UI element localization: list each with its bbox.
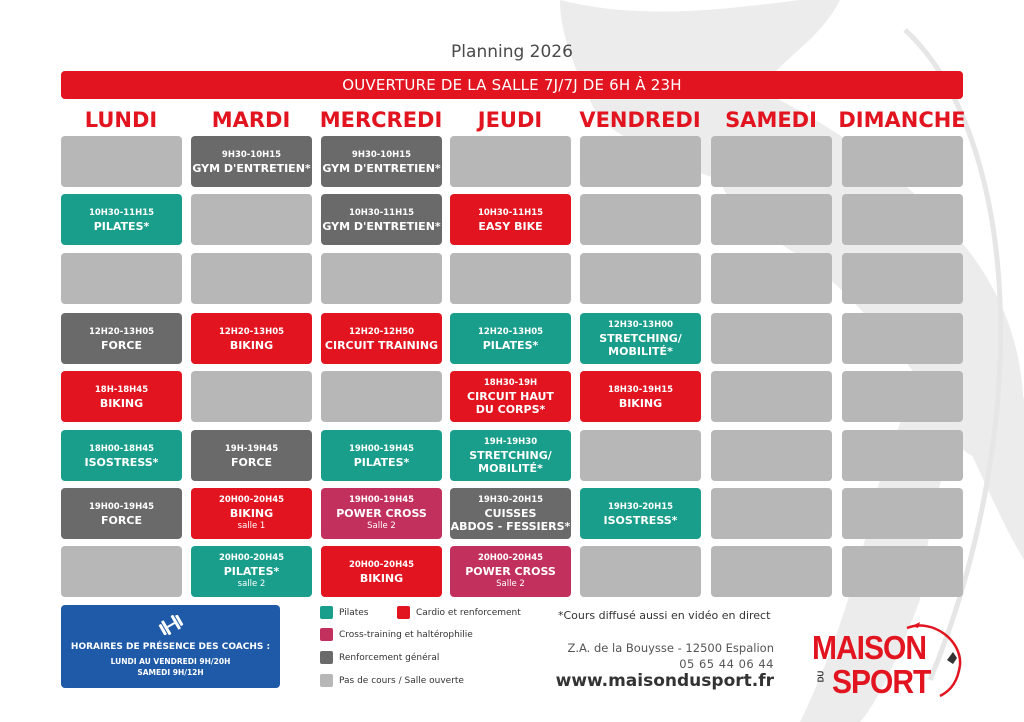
legend-label-cardio: Cardio et renforcement [416, 607, 521, 618]
class-slot [321, 136, 442, 187]
class-name: GYM D'ENTRETIEN* [322, 161, 441, 175]
empty-slot [580, 546, 701, 597]
class-time: 9H30-10H15 [221, 149, 282, 160]
empty-slot [842, 253, 963, 304]
logo-maison: MAISON [812, 630, 926, 667]
class-time: 20H00-20H45 [477, 553, 544, 563]
empty-slot [711, 313, 832, 364]
day-header-lundi: LUNDI [84, 108, 158, 132]
empty-slot [842, 546, 963, 597]
class-time: 18H00-18H45 [88, 443, 155, 454]
empty-slot [580, 430, 701, 481]
class-time: 12H30-13H00 [607, 320, 674, 330]
empty-slot [711, 253, 832, 304]
class-slot [321, 546, 442, 597]
empty-slot [191, 194, 312, 245]
legend-renforcement [320, 651, 439, 664]
class-name: ISOSTRESS* [603, 513, 678, 527]
class-name: PILATES* [353, 455, 410, 469]
class-time: 19H30-20H15 [607, 501, 674, 512]
legend-swatch-empty [320, 674, 333, 687]
class-room: Salle 2 [367, 521, 396, 531]
class-name: POWER CROSS [465, 565, 556, 578]
class-name: BIKING [99, 396, 144, 410]
empty-slot [450, 253, 571, 304]
legend-label-cross: Cross-training et haltérophilie [339, 629, 473, 640]
class-slot [450, 194, 571, 245]
class-slot [450, 546, 571, 597]
legend-label-empty: Pas de cours / Salle ouverte [339, 675, 464, 686]
empty-slot [711, 488, 832, 539]
class-time: 12H20-12H50 [348, 326, 415, 337]
class-name: PILATES* [93, 219, 150, 233]
class-slot [450, 371, 571, 422]
class-time: 20H00-20H45 [348, 559, 415, 570]
day-header-mardi: MARDI [211, 108, 291, 132]
class-time: 19H-19H30 [483, 437, 538, 447]
class-name-line2: ABDOS - FESSIERS* [450, 520, 571, 533]
class-name-line2: DU CORPS* [475, 403, 546, 416]
empty-slot [842, 313, 963, 364]
class-slot [450, 313, 571, 364]
class-time: 12H20-13H05 [88, 326, 155, 337]
legend-swatch-pilates [320, 606, 333, 619]
class-time: 10H30-11H15 [477, 207, 544, 218]
class-time: 19H-19H45 [224, 443, 279, 454]
logo-du: DU [816, 670, 826, 683]
address: Z.A. de la Bouysse - 12500 Espalion [567, 641, 774, 655]
class-slot [191, 488, 312, 539]
page-title: Planning 2026 [451, 42, 573, 62]
coach-hours-saturday: SAMEDI 9H/12H [137, 668, 204, 677]
class-name: BIKING [229, 507, 274, 520]
class-name: GYM D'ENTRETIEN* [192, 161, 311, 175]
empty-slot [321, 371, 442, 422]
day-header-jeudi: JEUDI [477, 108, 543, 132]
legend-pilates [320, 606, 369, 619]
day-header-vendredi: VENDREDI [579, 108, 701, 132]
empty-slot [842, 136, 963, 187]
class-slot [321, 313, 442, 364]
class-name: BIKING [229, 338, 274, 352]
empty-slot [711, 371, 832, 422]
class-slot [61, 194, 182, 245]
empty-slot [580, 136, 701, 187]
day-header-samedi: SAMEDI [725, 108, 817, 132]
empty-slot [61, 253, 182, 304]
class-slot [580, 371, 701, 422]
empty-slot [61, 136, 182, 187]
class-name: FORCE [231, 455, 272, 469]
class-name-line2: MOBILITÉ* [478, 462, 543, 475]
video-note: *Cours diffusé aussi en vidéo en direct [558, 609, 771, 622]
class-slot [61, 488, 182, 539]
class-time: 20H00-20H45 [218, 553, 285, 563]
empty-slot [842, 488, 963, 539]
class-room: Salle 2 [496, 579, 525, 589]
class-time: 19H00-19H45 [348, 495, 415, 505]
class-time: 20H00-20H45 [218, 495, 285, 505]
class-slot [580, 313, 701, 364]
empty-slot [61, 546, 182, 597]
legend-label-pilates: Pilates [339, 607, 369, 618]
empty-slot [711, 194, 832, 245]
class-slot [191, 546, 312, 597]
coach-hours-title: HORAIRES DE PRÉSENCE DES COACHS : [70, 642, 271, 652]
class-name: CIRCUIT TRAINING [324, 338, 439, 352]
maison-du-sport-logo [812, 620, 972, 700]
legend-empty [320, 674, 464, 687]
logo-sport: SPORT [832, 664, 931, 701]
class-slot [450, 430, 571, 481]
class-name: FORCE [101, 338, 142, 352]
class-slot [191, 136, 312, 187]
class-name: STRETCHING/ [599, 332, 682, 345]
empty-slot [711, 546, 832, 597]
class-time: 19H30-20H15 [477, 495, 544, 505]
class-time: 19H00-19H45 [88, 501, 155, 512]
empty-slot [191, 253, 312, 304]
class-time: 18H-18H45 [94, 384, 149, 395]
class-slot [191, 430, 312, 481]
class-name: POWER CROSS [336, 507, 427, 520]
empty-slot [711, 136, 832, 187]
coach-hours-weekdays: LUNDI AU VENDREDI 9H/20H [110, 657, 231, 666]
class-slot [61, 430, 182, 481]
legend-swatch-cross [320, 628, 333, 641]
class-slot [191, 313, 312, 364]
class-room: salle 1 [237, 521, 266, 531]
class-name: EASY BIKE [478, 219, 543, 233]
class-slot [61, 313, 182, 364]
class-room: salle 2 [237, 579, 266, 589]
class-slot [450, 488, 571, 539]
class-name: CIRCUIT HAUT [467, 390, 554, 403]
class-time: 10H30-11H15 [88, 207, 155, 218]
dumbbell-icon [158, 615, 184, 635]
day-header-mercredi: MERCREDI [319, 108, 443, 132]
class-name: PILATES* [482, 338, 539, 352]
class-slot [321, 488, 442, 539]
day-header-dimanche: DIMANCHE [838, 108, 966, 132]
class-name: GYM D'ENTRETIEN* [322, 219, 441, 233]
empty-slot [580, 194, 701, 245]
class-name: FORCE [101, 513, 142, 527]
legend-label-renforcement: Renforcement général [339, 652, 440, 663]
class-time: 12H20-13H05 [218, 326, 285, 337]
class-time: 10H30-11H15 [348, 207, 415, 218]
empty-slot [842, 371, 963, 422]
phone-number: 05 65 44 06 44 [679, 657, 774, 671]
class-name: ISOSTRESS* [84, 455, 159, 469]
class-slot [321, 194, 442, 245]
class-time: 19H00-19H45 [348, 443, 415, 454]
class-name: STRETCHING/ [469, 449, 552, 462]
empty-slot [842, 194, 963, 245]
legend-cardio [397, 606, 521, 619]
class-time: 12H20-13H05 [477, 326, 544, 337]
class-slot [321, 430, 442, 481]
empty-slot [191, 371, 312, 422]
class-slot [61, 371, 182, 422]
empty-slot [580, 253, 701, 304]
empty-slot [450, 136, 571, 187]
class-name-line2: MOBILITÉ* [608, 345, 673, 358]
empty-slot [842, 430, 963, 481]
class-name: BIKING [359, 571, 404, 585]
class-name: PILATES* [223, 565, 280, 578]
coach-hours-box [61, 605, 280, 688]
legend-swatch-renforcement [320, 651, 333, 664]
opening-hours-banner: OUVERTURE DE LA SALLE 7J/7J DE 6H À 23H [61, 71, 963, 99]
class-slot [580, 488, 701, 539]
empty-slot [321, 253, 442, 304]
class-time: 18H30-19H15 [607, 384, 674, 395]
legend-swatch-cardio [397, 606, 410, 619]
class-name: CUISSES [484, 507, 537, 520]
class-name: BIKING [618, 396, 663, 410]
website-link[interactable]: www.maisondusport.fr [555, 671, 774, 691]
empty-slot [711, 430, 832, 481]
class-time: 9H30-10H15 [351, 149, 412, 160]
legend-cross [320, 628, 473, 641]
class-time: 18H30-19H [483, 378, 538, 388]
